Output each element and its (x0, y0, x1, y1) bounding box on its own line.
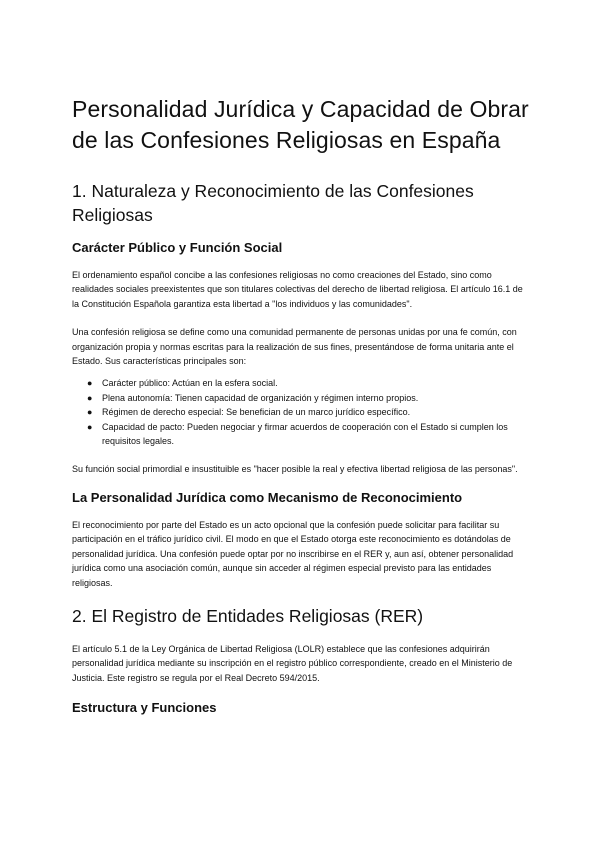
section-2-heading: 2. El Registro de Entidades Religiosas (RER) (72, 605, 424, 626)
paragraph: El artículo 5.1 de la Ley Orgánica de Libertad Religiosa (LOLR) establece que las confesiones adquirirán personalidad jurídica mediante su inscripción en el registro público correspondiente, creado en el Ministerio de Justicia. Este registro se regula por el Real Decreto 594/2015. (72, 643, 513, 683)
list-item-text: Plena autonomía: Tienen capacidad de organización y régimen interno propios. (102, 392, 419, 403)
paragraph: Una confesión religiosa se define como una comunidad permanente de personas unidas por una fe común, con organización propia y normas escritas para la realización de sus fines, presentándose de forma unitaria ante el Estado. Sus características principales son: (72, 327, 517, 367)
list-item-text: Capacidad de pacto: Pueden negociar y firmar acuerdos de cooperación con el Estado si cumplen los requisitos legales. (102, 421, 508, 447)
bullet-icon: ● (87, 407, 93, 418)
bullet-icon: ● (87, 392, 93, 403)
section-1-heading: 1. Naturaleza y Reconocimiento de las Confesiones Religiosas (72, 181, 474, 225)
bullet-icon: ● (87, 378, 93, 389)
list-item (87, 376, 532, 390)
paragraph: Su función social primordial e insustituible es "hacer posible la real y efectiva libertad religiosa de las personas". (72, 464, 518, 475)
subsection-personalidad-juridica-heading: La Personalidad Jurídica como Mecanismo de Reconocimiento (72, 489, 463, 505)
paragraph: El reconocimiento por parte del Estado es un acto opcional que la confesión puede solicitar para facilitar su participación en el tráfico jurídico civil. El modo en que el Estado otorga este reconocimiento es dotándolas de personalidad jurídica. Una confesión puede optar por no inscribirse en el RER y, aun así, obtener personalidad jurídica como una asociación común, aunque sin acceder al régimen especial previsto para las entidades religiosas. (72, 519, 514, 588)
list-item (87, 420, 532, 449)
subsection-estructura-funciones-heading: Estructura y Funciones (72, 700, 217, 716)
document-title: Personalidad Jurídica y Capacidad de Obrar de las Confesiones Religiosas en España (72, 96, 529, 153)
list-item (87, 391, 532, 405)
bullet-icon: ● (87, 421, 93, 432)
subsection-caracter-publico-heading: Carácter Público y Función Social (72, 240, 283, 255)
characteristics-list (72, 376, 532, 448)
list-item-text: Carácter público: Actúan en la esfera social. (102, 378, 278, 389)
list-item-text: Régimen de derecho especial: Se benefician de un marco jurídico específico. (102, 407, 411, 418)
list-item (87, 405, 532, 419)
paragraph: El ordenamiento español concibe a las confesiones religiosas no como creaciones del Estado, sino como realidades sociales preexistentes que son titulares colectivas del derecho de libertad religiosa. El artículo 16.1 de la Constitución Española garantiza esta libertad a "los individuos y las comunidades". (72, 270, 523, 309)
document-page (72, 94, 532, 728)
